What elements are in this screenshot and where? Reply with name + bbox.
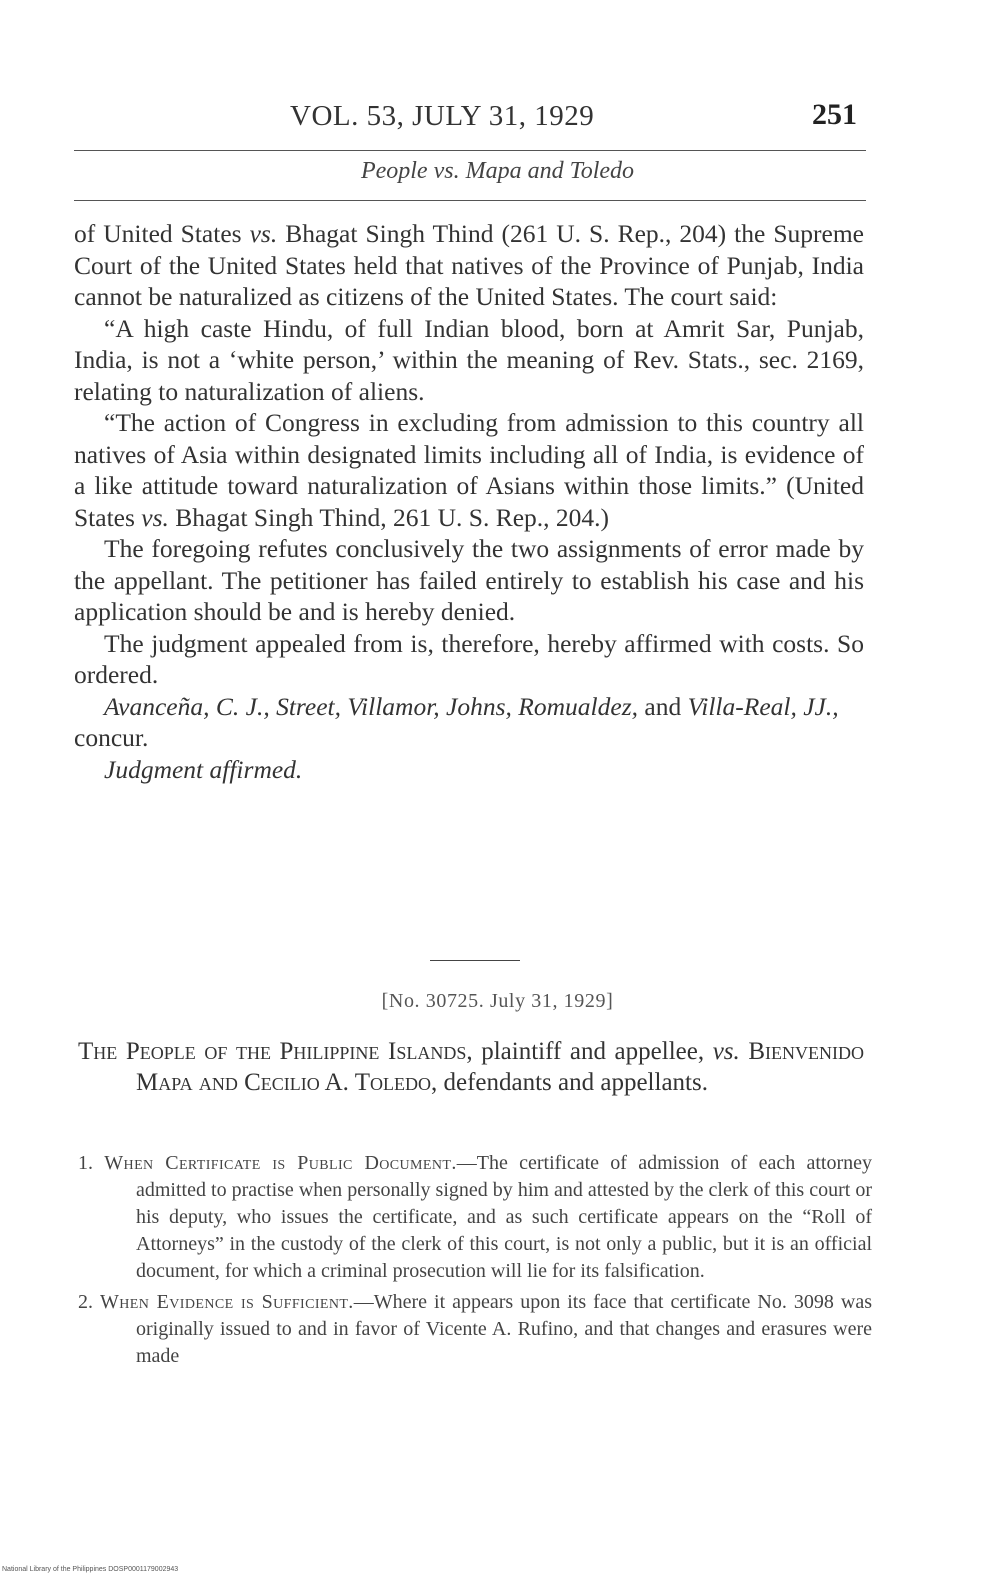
docket-line: [No. 30725. July 31, 1929] (381, 990, 614, 1012)
section-divider (430, 960, 520, 961)
header-rule-bottom (74, 200, 866, 201)
page-header (0, 100, 995, 140)
paragraph: The foregoing refutes conclusively the two assignments of error made by the appellant. The petitioner has failed entirely to establish his case and his application should be and is hereby denied. (74, 534, 864, 626)
paragraph: “A high caste Hindu, of full Indian blood, born at Amrit Sar, Punjab, India, is not a ‘white person,’ within the meaning of Rev. Stats., sec. 2169, relating to naturalization of aliens. (74, 313, 864, 406)
paragraph: “The action of Congress in excluding from admission to this country all natives of Asia within designated limits including all of India, is evidence of a like attitude toward naturalization of Asians within those limits.” (United States vs. Bhagat Singh Thind, 261 U. S. Rep., 204.) (74, 408, 864, 532)
paragraph: of United States vs. Bhagat Singh Thind (261 U. S. Rep., 204) the Supreme Court of the United States held that natives of the Province of Punjab, India cannot be naturalized as citizens of the United States. The court said: (74, 219, 864, 311)
syllabus-item: 1. When Certificate is Public Document.—The certificate of admission of each attorney admitted to practise when personally signed by him and attested by the clerk of this court or his deputy, who issues the certificate, and as such certificate appears on the “Roll of Attorneys” in the custody of the clerk of this court, is not only a public, but it is an official document, for which a criminal prosecution will lie for its falsification. (78, 1152, 873, 1282)
scan-footer: National Library of the Philippines DOSP0001179002943 (2, 1566, 179, 1573)
concurrence: Avanceña, C. J., Street, Villamor, Johns, Romualdez, and Villa-Real, JJ., concur. (74, 691, 839, 752)
case-title: People vs. Mapa and Toledo (360, 158, 635, 184)
case-parties: The People of the Philippine Islands, plaintiff and appellee, vs. Bienvenido Mapa and Cecilio A. Toledo, defendants and appellants. (78, 1038, 865, 1096)
syllabus (78, 1150, 872, 1374)
body-text (74, 218, 864, 785)
syllabus-item: 2. When Evidence is Sufficient.—Where it appears upon its face that certificate No. 3098 was originally issued to and in favor of Vicente A. Rufino, and that changes and erasures were made (78, 1291, 872, 1367)
running-head: VOL. 53, JULY 31, 1929 (290, 100, 595, 132)
page-number: 251 (812, 98, 857, 131)
paragraph: The judgment appealed from is, therefore, hereby affirmed with costs. So ordered. (74, 628, 864, 689)
header-rule-top (74, 150, 866, 151)
disposition: Judgment affirmed. (104, 754, 303, 784)
